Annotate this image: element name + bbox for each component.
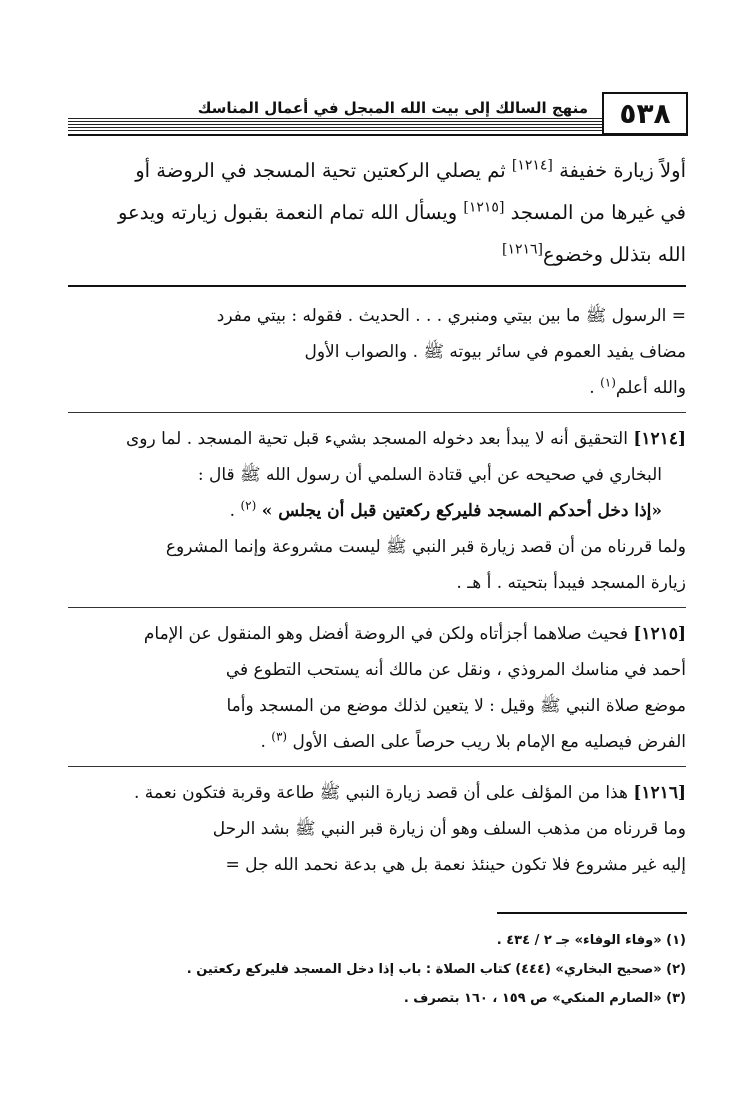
- ref-1216: [١٢١٦]: [501, 241, 543, 258]
- ref-1214: [١٢١٤]: [511, 157, 553, 174]
- page-header: [68, 92, 688, 140]
- main-line-2: في غيرها من المسجد [١٢١٥] ويسأل الله تمام النعمة بقبول زيارته ويدعو: [117, 199, 686, 224]
- footnote-rule: [497, 912, 687, 914]
- note-1214: [١٢١٤] التحقيق أنه لا يبدأ بعد دخوله المسجد بشيء قبل تحية المسجد . لما روى البخاري في صحيحه عن أبي قتادة السلمي أن رسول الله ﷺ قال : «إذا دخل أحدكم المسجد فليركع ركعتين قبل أن يجلس » $^{(٢)}$ . ولما قررناه من أن قصد زيارة قبر النبي ﷺ ليست مشروعة وإنما المشروع زيارة المسجد فيبدأ بتحيته . أ هـ .: [125, 429, 686, 593]
- footnote-ref: (٢): [240, 498, 257, 513]
- running-title: منهج السالك إلى بيت الله المبجل في أعمال المناسك: [197, 99, 588, 117]
- ref-1215: [١٢١٥]: [463, 199, 505, 216]
- commentary-notes: [68, 298, 686, 883]
- note-separator: [68, 607, 686, 608]
- header-hatched-rule: [68, 118, 602, 132]
- note-1216: [١٢١٦] هذا من المؤلف على أن قصد زيارة النبي ﷺ طاعة وقربة فتكون نعمة . وما قررناه من مذهب السلف وهو أن زيارة قبر النبي ﷺ بشد الرحل إليه غير مشروع فلا تكون حينئذ نعمة بل هي بدعة نحمد الله جل =: [134, 783, 686, 875]
- note-number: [١٢١٤]: [633, 429, 686, 449]
- note-separator: [68, 766, 686, 767]
- note-number: [١٢١٦]: [633, 783, 686, 803]
- main-text: [68, 150, 686, 276]
- note-continuation: = الرسول ﷺ ما بين بيتي ومنبري . . . الحديث . فقوله : بيتي مفرد مضاف يفيد العموم في سائر بيوته ﷺ . والصواب الأول والله أعلم$^{(١)}$ .: [216, 306, 686, 398]
- footnotes: [68, 926, 686, 1013]
- note-1215: [١٢١٥] فحيث صلاهما أجزأتاه ولكن في الروضة أفضل وهو المنقول عن الإمام أحمد في مناسك المروذي ، ونقل عن مالك أنه يستحب التطوع في موضع صلاة النبي ﷺ وقيل : لا يتعين لذلك موضع من المسجد وأما الفرض فيصليه مع الإمام بلا ريب حرصاً على الصف الأول $^{(٣)}$ .: [143, 624, 686, 752]
- header-rule: [68, 134, 602, 136]
- page-number: ٥٣٨: [602, 92, 688, 136]
- main-line-3: الله بتذلل وخضوع[١٢١٦]: [501, 241, 686, 266]
- footnote-2: (٢) «صحيح البخاري» (٤٤٤) كتاب الصلاة : باب إذا دخل المسجد فليركع ركعتين .: [186, 962, 686, 977]
- main-line-1: أولاً زيارة خفيفة [١٢١٤] ثم يصلي الركعتين تحية المسجد في الروضة أو: [135, 157, 686, 182]
- text-notes-divider: [68, 285, 686, 287]
- footnote-ref: (١): [600, 375, 616, 390]
- footnote-ref: (٣): [271, 729, 288, 744]
- note-separator: [68, 412, 686, 413]
- footnote-3: (٣) «الصارم المنكي» ص ١٥٩ ، ١٦٠ بتصرف .: [403, 991, 686, 1006]
- footnote-1: (١) «وفاء الوفاء» جـ ٢ / ٤٣٤ .: [496, 933, 686, 948]
- note-number: [١٢١٥]: [633, 624, 686, 644]
